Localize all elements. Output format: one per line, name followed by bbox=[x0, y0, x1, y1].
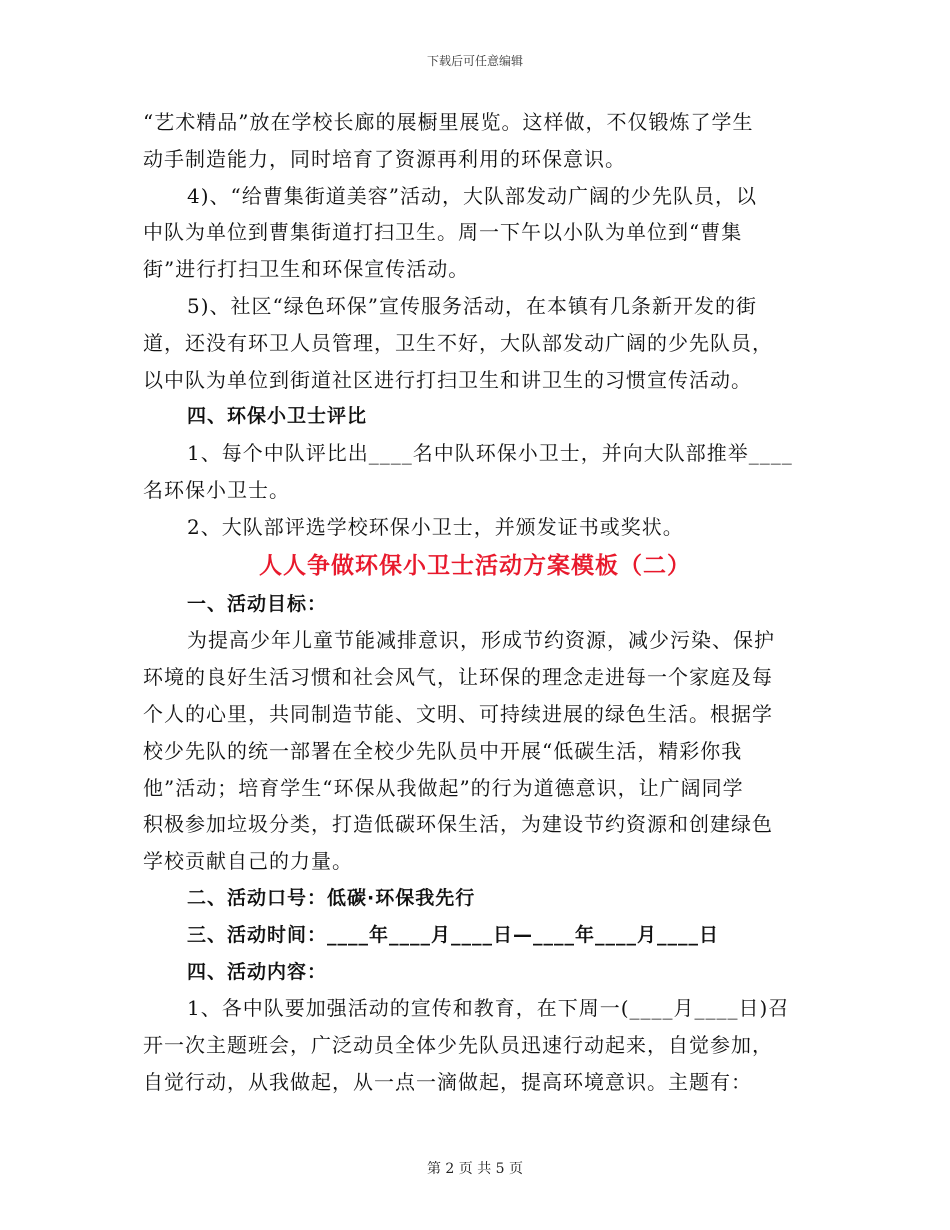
paragraph-line: 个人的心里，共同制造节能、文明、可持续进展的绿色生活。根据学 bbox=[143, 701, 773, 726]
paragraph-line: 道，还没有环卫人员管理，卫生不好，大队部发动广阔的少先队员， bbox=[143, 330, 773, 355]
paragraph-line: 校少先队的统一部署在全校少先队员中开展“低碳生活，精彩你我 bbox=[143, 738, 743, 763]
paragraph-line: 开一次主题班会，广泛动员全体少先队员迅速行动起来，自觉参加， bbox=[143, 1033, 773, 1058]
paragraph-line: 4)、“给曹集街道美容”活动，大队部发动广阔的少先队员，以 bbox=[187, 183, 757, 208]
paragraph-line: 自觉行动，从我做起，从一点一滴做起，提高环境意识。主题有： bbox=[143, 1069, 752, 1094]
paragraph-line: 中队为单位到曹集街道打扫卫生。周一下午以小队为单位到“曹集 bbox=[143, 220, 743, 245]
section-heading: 三、活动时间：____年____月____日—____年____月____日 bbox=[187, 923, 720, 946]
paragraph-line: 积极参加垃圾分类，打造低碳环保生活，为建设节约资源和创建绿色 bbox=[143, 812, 773, 837]
paragraph-line: 5)、社区“绿色环保”宣传服务活动，在本镇有几条新开发的街 bbox=[187, 293, 757, 318]
paragraph-line: 动手制造能力，同时培育了资源再利用的环保意识。 bbox=[143, 146, 626, 171]
page-footer: 第 2 页 共 5 页 bbox=[426, 1161, 524, 1177]
document-body bbox=[143, 104, 807, 1101]
paragraph-line: 街”进行打扫卫生和环保宣传活动。 bbox=[143, 257, 470, 282]
paragraph-line: 名环保小卫士。 bbox=[143, 477, 290, 502]
paragraph-line: 1、各中队要加强活动的宣传和教育，在下周一(____月____日)召 bbox=[187, 996, 790, 1021]
paragraph-line: 他”活动；培育学生“环保从我做起”的行为道德意识，让广阔同学 bbox=[143, 775, 744, 800]
paragraph-line: 1、每个中队评比出____名中队环保小卫士，并向大队部推举____ bbox=[187, 441, 793, 466]
paragraph-line: 环境的良好生活习惯和社会风气，让环保的理念走进每一个家庭及每 bbox=[143, 665, 773, 690]
section-heading: 四、环保小卫士评比 bbox=[187, 405, 368, 428]
paragraph-line: “艺术精品”放在学校长廊的展橱里展览。这样做，不仅锻炼了学生 bbox=[143, 110, 754, 134]
section-heading: 二、活动口号：低碳·环保我先行 bbox=[187, 886, 476, 909]
section-title: 人人争做环保小卫士活动方案模板（二） bbox=[259, 552, 691, 579]
paragraph-line: 为提高少年儿童节能减排意识，形成节约资源，减少污染、保护 bbox=[187, 628, 775, 653]
paragraph-line: 学校贡献自己的力量。 bbox=[143, 849, 353, 874]
page-header: 下载后可任意编辑 bbox=[426, 54, 523, 68]
paragraph-line: 以中队为单位到街道社区进行打扫卫生和讲卫生的习惯宣传活动。 bbox=[143, 367, 752, 392]
paragraph-line: 2、大队部评选学校环保小卫士，并颁发证书或奖状。 bbox=[187, 514, 684, 539]
section-heading: 四、活动内容： bbox=[187, 960, 328, 983]
section-heading: 一、活动目标： bbox=[187, 592, 328, 615]
